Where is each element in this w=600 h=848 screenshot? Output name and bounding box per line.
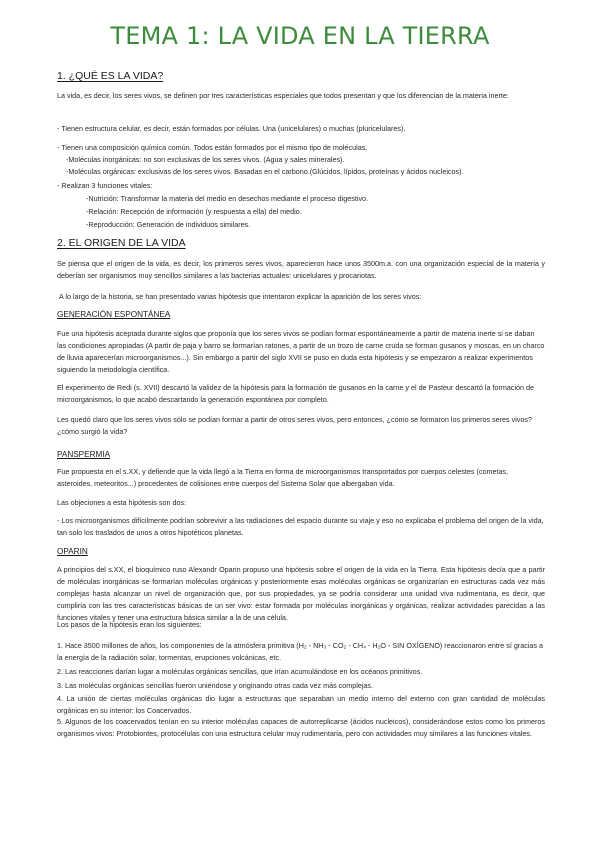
bullet-estructura-celular: - Tienen estructura celular, es decir, están formados por células. Una (unicelulares) o muchas (pluricelulares).: [57, 124, 406, 133]
paragraph-generacion-1: Fue una hipótesis aceptada durante siglos que proponía que los seres vivos se podían formar espontáneamente a partir de materia inerte si se daban las condiciones apropiadas (A partir de paja y barro se formarían ratones, a partir de un trozo de carne cruda se forman gusanos y moscas, en un charco de lluvia aparecerían microorganismos...). Sin embargo a partir del siglo XVII se puso en duda esta hipótesis y se empezaron a realizar experimentos siguiendo la metodología científica.: [57, 329, 545, 374]
paragraph-origen: Se piensa que el origen de la vida, es decir, los primeros seres vivos, aparecieron hace unos 3500m.a. con una organización especial de la materia y deberían ser organismos muy sencillos similares a las bacterias actuales: unicelulares y procariotas.: [57, 259, 545, 280]
paragraph-generacion-3: Les quedó claro que los seres vivos sólo se podían formar a partir de otros seres vivos, pero entonces, ¿cómo se formaron los primeros seres vivos? ¿cómo surgió la vida?: [57, 415, 532, 436]
paragraph-panspermia-3: - Los microorganismos difícilmente podrían sobrevivir a las radiaciones del espacio durante su viaje y eso no explicaba el problema del origen de la vida, tan solo los traslados de unos a otros hipotéticos planetas.: [57, 516, 544, 537]
paragraph-hipotesis: A lo largo de la historia, se han presentado varias hipótesis que intentaron explicar la aparición de los seres vivos:: [59, 292, 422, 301]
list-item-paso-1: 1. Hace 3500 millones de años, los componentes de la atmósfera primitiva (H₂ - NH₃ - CO₂ - CH₄ - H₂O - SIN OXÍGENO) reaccionaron entre sí gracias a la energía de la radiación solar, tormentas, erupciones volcánicas, etc.: [57, 641, 543, 662]
list-item-paso-4: 4. La unión de ciertas moléculas orgánicas dio lugar a estructuras que separaban un medio interno del externo con gran cantidad de moléculas orgánicas en su interior: los Coacervados.: [57, 694, 545, 715]
paragraph-oparin-2: Los pasos de la hipótesis eran los siguientes:: [57, 620, 202, 629]
section-heading-origen-de-la-vida: 2. EL ORIGEN DE LA VIDA: [57, 237, 186, 249]
paragraph-panspermia-2: Las objeciones a esta hipótesis son dos:: [57, 498, 187, 507]
list-item-paso-3: 3. Las moléculas orgánicas sencillas fueron uniéndose y originando otras cada vez más complejas.: [57, 681, 374, 690]
bullet-composicion-quimica: - Tienen una composición química común. Todos están formados por el mismo tipo de moléculas.: [57, 143, 368, 152]
sub-bullet-relacion: -Relación: Recepción de información (y respuesta a ella) del medio.: [86, 207, 302, 216]
sub-bullet-reproduccion: -Reproducción: Generación de individuos similares.: [86, 220, 251, 229]
bullet-funciones-vitales: - Realizan 3 funciones vitales:: [57, 181, 153, 190]
subheading-oparin: OPARIN: [57, 547, 88, 556]
paragraph-intro: La vida, es decir, los seres vivos, se definen por tres características especiales que todos presentan y que los diferencian de la materia inerte:: [57, 91, 509, 100]
paragraph-oparin-1: A principios del s.XX, el bioquímico ruso Alexandr Oparin propuso una hipótesis sobre el origen de la vida en la Tierra. Esta hipótesis decía que a partir de moléculas inorgánicas se formarían moléculas orgánicas y posteriormente esas moléculas orgánicas se organizarían en estructuras cada vez más complejas hasta alcanzar un nivel de organización que, por sus propiedades, ya se podría considerar una unidad viva rudimentaria, es decir, que cumpliría con las tres características básicas de un ser vivo: estar formada por moléculas inorgánicas y orgánicas, realizar actividades parecidas a las funciones vitales y tener una estructura básica similar a la de una célula.: [57, 565, 545, 622]
subheading-generacion-espontanea: GENERACIÓN ESPONTÁNEA: [57, 310, 171, 319]
list-item-paso-2: 2. Las reacciones darían lugar a moléculas orgánicas sencillas, que irían acumulándose en los océanos primitivos.: [57, 667, 423, 676]
list-item-paso-5: 5. Algunos de los coacervados tenían en su interior moléculas capaces de autorreplicarse (ácidos nucleicos), considerándose estos como los primeros organismos vivos: Protobiontes, protocélulas con una estructura celular muy rudimentaria, pero con actividades muy similares a las funciones vitales.: [57, 717, 545, 738]
paragraph-panspermia-1: Fue propuesta en el s.XX, y defiende que la vida llegó a la Tierra en forma de microorganismos transportados por cuerpos celestes (cometas, asteroides, meteoritos...) procedentes de colisiones entre cuerpos del Sistema Solar que albergaban vida.: [57, 467, 509, 488]
section-heading-que-es-la-vida: 1. ¿QUÉ ES LA VIDA?: [57, 70, 164, 82]
sub-bullet-organicas: -Moléculas orgánicas: exclusivas de los seres vivos. Basadas en el carbono.(Glúcidos, lípidos, proteínas y ácidos nucleicos).: [66, 167, 464, 176]
sub-bullet-inorganicas: -Moléculas inorgánicas: no son exclusivas de los seres vivos. (Agua y sales minerales).: [66, 155, 345, 164]
subheading-panspermia: PANSPERMIA: [57, 450, 111, 459]
paragraph-generacion-2: El experimento de Redi (s. XVII) descartó la validez de la hipótesis para la formación de gusanos en la carne y el de Pasteur descartó la formación de microorganismos, lo que acabó descartando la generación espontánea por completo.: [57, 383, 535, 404]
sub-bullet-nutricion: -Nutrición: Transformar la materia del medio en desechos mediante el proceso digestivo.: [86, 194, 369, 203]
page-title: TEMA 1: LA VIDA EN LA TIERRA: [110, 22, 490, 50]
